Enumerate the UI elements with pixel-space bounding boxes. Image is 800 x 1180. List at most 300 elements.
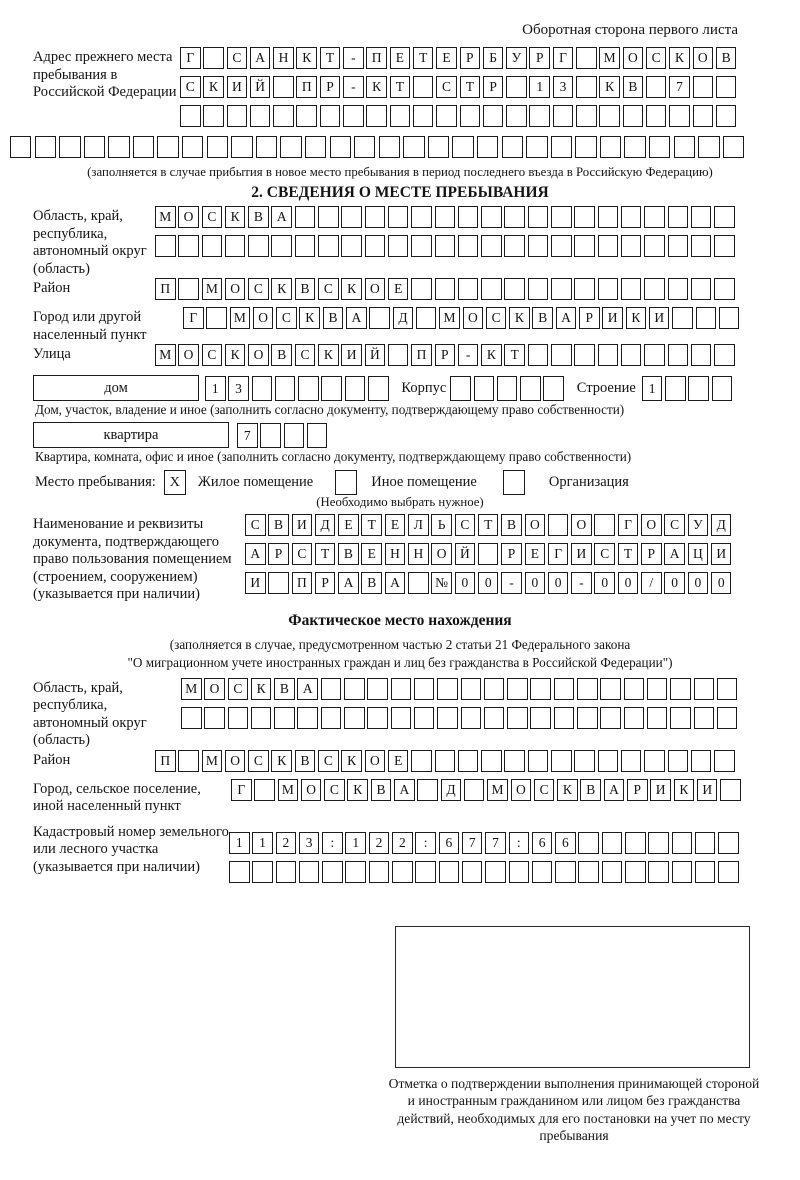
char-cell[interactable]: К <box>225 344 246 366</box>
char-cell[interactable] <box>366 105 387 127</box>
char-cell[interactable]: О <box>641 514 662 536</box>
char-cell[interactable] <box>178 235 199 257</box>
char-cell[interactable]: К <box>341 750 362 772</box>
char-cell[interactable] <box>574 344 595 366</box>
char-cell[interactable] <box>411 278 432 300</box>
char-cell[interactable] <box>528 278 549 300</box>
char-cell[interactable]: А <box>338 572 359 594</box>
char-cell[interactable] <box>415 861 436 883</box>
char-cell[interactable]: О <box>623 47 644 69</box>
char-cell[interactable]: 0 <box>525 572 546 594</box>
char-cell[interactable] <box>481 750 502 772</box>
char-cell[interactable]: : <box>415 832 436 854</box>
char-cell[interactable]: В <box>361 572 382 594</box>
char-cell[interactable] <box>577 678 598 700</box>
char-cell[interactable]: К <box>626 307 647 329</box>
char-cell[interactable]: К <box>251 678 272 700</box>
char-cell[interactable]: Ь <box>431 514 452 536</box>
char-cell[interactable] <box>341 235 362 257</box>
char-cell[interactable] <box>321 707 342 729</box>
char-cell[interactable] <box>624 136 645 158</box>
char-cell[interactable] <box>555 861 576 883</box>
char-cell[interactable] <box>647 678 668 700</box>
char-cell[interactable] <box>553 105 574 127</box>
char-cell[interactable] <box>268 572 289 594</box>
char-cell[interactable] <box>252 861 273 883</box>
char-cell[interactable]: С <box>318 278 339 300</box>
char-cell[interactable] <box>696 307 717 329</box>
char-cell[interactable]: К <box>674 779 695 801</box>
char-cell[interactable] <box>10 136 31 158</box>
char-cell[interactable] <box>341 206 362 228</box>
char-cell[interactable] <box>250 105 271 127</box>
char-cell[interactable] <box>318 206 339 228</box>
char-cell[interactable] <box>271 235 292 257</box>
char-cell[interactable]: В <box>623 76 644 98</box>
char-cell[interactable] <box>369 861 390 883</box>
char-cell[interactable] <box>574 206 595 228</box>
char-cell[interactable] <box>716 105 737 127</box>
char-cell[interactable]: Т <box>504 344 525 366</box>
char-cell[interactable]: П <box>411 344 432 366</box>
char-cell[interactable] <box>644 750 665 772</box>
char-cell[interactable]: С <box>227 47 248 69</box>
char-cell[interactable]: Д <box>441 779 462 801</box>
char-cell[interactable] <box>599 105 620 127</box>
char-cell[interactable]: О <box>431 543 452 565</box>
char-cell[interactable]: М <box>439 307 460 329</box>
char-cell[interactable] <box>504 206 525 228</box>
char-cell[interactable] <box>408 572 429 594</box>
char-cell[interactable] <box>368 376 389 401</box>
char-cell[interactable] <box>551 235 572 257</box>
char-cell[interactable] <box>714 278 735 300</box>
char-cell[interactable]: М <box>487 779 508 801</box>
char-cell[interactable]: У <box>506 47 527 69</box>
char-cell[interactable] <box>717 678 738 700</box>
char-cell[interactable]: 1 <box>642 376 663 401</box>
char-cell[interactable] <box>714 235 735 257</box>
char-cell[interactable] <box>388 235 409 257</box>
char-cell[interactable]: Т <box>390 76 411 98</box>
char-cell[interactable] <box>720 779 741 801</box>
char-cell[interactable] <box>428 136 449 158</box>
char-cell[interactable]: М <box>155 206 176 228</box>
char-cell[interactable] <box>414 678 435 700</box>
char-cell[interactable] <box>251 707 272 729</box>
char-cell[interactable]: С <box>646 47 667 69</box>
char-cell[interactable] <box>625 861 646 883</box>
char-cell[interactable]: Р <box>435 344 456 366</box>
char-cell[interactable] <box>624 678 645 700</box>
char-cell[interactable] <box>719 307 740 329</box>
char-cell[interactable]: 7 <box>237 423 258 448</box>
char-cell[interactable]: А <box>297 678 318 700</box>
char-cell[interactable]: Е <box>361 543 382 565</box>
char-cell[interactable] <box>295 235 316 257</box>
char-cell[interactable] <box>526 136 547 158</box>
checkbox-inoe[interactable] <box>335 470 357 495</box>
char-cell[interactable] <box>574 278 595 300</box>
char-cell[interactable]: 6 <box>532 832 553 854</box>
char-cell[interactable]: Т <box>320 47 341 69</box>
char-cell[interactable]: А <box>271 206 292 228</box>
char-cell[interactable]: 2 <box>369 832 390 854</box>
char-cell[interactable] <box>435 235 456 257</box>
char-cell[interactable]: А <box>385 572 406 594</box>
char-cell[interactable]: А <box>245 543 266 565</box>
char-cell[interactable] <box>502 136 523 158</box>
char-cell[interactable]: Д <box>711 514 732 536</box>
char-cell[interactable] <box>182 136 203 158</box>
char-cell[interactable] <box>693 76 714 98</box>
char-cell[interactable] <box>225 235 246 257</box>
char-cell[interactable] <box>602 832 623 854</box>
char-cell[interactable]: Г <box>180 47 201 69</box>
char-cell[interactable] <box>59 136 80 158</box>
char-cell[interactable]: С <box>486 307 507 329</box>
char-cell[interactable] <box>478 543 499 565</box>
char-cell[interactable] <box>693 105 714 127</box>
char-cell[interactable] <box>481 235 502 257</box>
char-cell[interactable]: С <box>180 76 201 98</box>
char-cell[interactable] <box>392 861 413 883</box>
char-cell[interactable]: С <box>228 678 249 700</box>
char-cell[interactable] <box>504 235 525 257</box>
char-cell[interactable]: Е <box>338 514 359 536</box>
char-cell[interactable]: 7 <box>485 832 506 854</box>
char-cell[interactable]: М <box>181 678 202 700</box>
char-cell[interactable]: М <box>202 750 223 772</box>
char-cell[interactable] <box>668 750 689 772</box>
char-cell[interactable] <box>252 376 273 401</box>
char-cell[interactable]: С <box>295 344 316 366</box>
char-cell[interactable] <box>598 235 619 257</box>
char-cell[interactable] <box>204 707 225 729</box>
char-cell[interactable]: О <box>365 278 386 300</box>
char-cell[interactable] <box>321 376 342 401</box>
char-cell[interactable]: Е <box>525 543 546 565</box>
char-cell[interactable] <box>298 376 319 401</box>
char-cell[interactable] <box>155 235 176 257</box>
char-cell[interactable] <box>602 861 623 883</box>
char-cell[interactable] <box>691 278 712 300</box>
char-cell[interactable] <box>207 136 228 158</box>
char-cell[interactable]: К <box>669 47 690 69</box>
char-cell[interactable]: Л <box>408 514 429 536</box>
char-cell[interactable] <box>367 678 388 700</box>
char-cell[interactable] <box>318 235 339 257</box>
char-cell[interactable] <box>554 678 575 700</box>
char-cell[interactable] <box>435 206 456 228</box>
char-cell[interactable] <box>436 105 457 127</box>
char-cell[interactable]: К <box>557 779 578 801</box>
char-cell[interactable]: И <box>245 572 266 594</box>
char-cell[interactable] <box>644 235 665 257</box>
char-cell[interactable] <box>506 105 527 127</box>
checkbox-org[interactable] <box>503 470 525 495</box>
char-cell[interactable]: № <box>431 572 452 594</box>
char-cell[interactable] <box>714 750 735 772</box>
char-cell[interactable]: О <box>301 779 322 801</box>
char-cell[interactable] <box>504 750 525 772</box>
char-cell[interactable] <box>718 832 739 854</box>
char-cell[interactable]: О <box>463 307 484 329</box>
char-cell[interactable]: М <box>230 307 251 329</box>
char-cell[interactable] <box>691 206 712 228</box>
char-cell[interactable]: В <box>532 307 553 329</box>
char-cell[interactable]: Р <box>315 572 336 594</box>
char-cell[interactable] <box>691 750 712 772</box>
char-cell[interactable] <box>180 105 201 127</box>
char-cell[interactable]: В <box>295 278 316 300</box>
char-cell[interactable] <box>474 376 495 401</box>
char-cell[interactable]: Г <box>548 543 569 565</box>
char-cell[interactable] <box>464 779 485 801</box>
char-cell[interactable]: В <box>338 543 359 565</box>
char-cell[interactable] <box>509 861 530 883</box>
char-cell[interactable]: Т <box>478 514 499 536</box>
char-cell[interactable] <box>452 136 473 158</box>
char-cell[interactable]: 1 <box>529 76 550 98</box>
char-cell[interactable] <box>574 235 595 257</box>
char-cell[interactable]: О <box>225 750 246 772</box>
char-cell[interactable] <box>481 278 502 300</box>
char-cell[interactable] <box>551 750 572 772</box>
char-cell[interactable]: - <box>501 572 522 594</box>
char-cell[interactable] <box>497 376 518 401</box>
char-cell[interactable] <box>202 235 223 257</box>
char-cell[interactable] <box>248 235 269 257</box>
char-cell[interactable] <box>530 707 551 729</box>
char-cell[interactable] <box>274 707 295 729</box>
char-cell[interactable] <box>344 678 365 700</box>
char-cell[interactable]: 0 <box>618 572 639 594</box>
char-cell[interactable]: И <box>711 543 732 565</box>
char-cell[interactable] <box>548 514 569 536</box>
char-cell[interactable]: К <box>347 779 368 801</box>
char-cell[interactable] <box>646 76 667 98</box>
char-cell[interactable] <box>413 105 434 127</box>
char-cell[interactable]: К <box>366 76 387 98</box>
char-cell[interactable] <box>437 678 458 700</box>
char-cell[interactable] <box>273 76 294 98</box>
char-cell[interactable] <box>481 206 502 228</box>
char-cell[interactable] <box>413 76 434 98</box>
char-cell[interactable]: К <box>299 307 320 329</box>
char-cell[interactable]: Е <box>436 47 457 69</box>
char-cell[interactable] <box>35 136 56 158</box>
char-cell[interactable] <box>672 307 693 329</box>
char-cell[interactable] <box>296 105 317 127</box>
char-cell[interactable] <box>390 105 411 127</box>
char-cell[interactable] <box>260 423 281 448</box>
char-cell[interactable] <box>345 861 366 883</box>
char-cell[interactable] <box>507 678 528 700</box>
char-cell[interactable]: А <box>556 307 577 329</box>
char-cell[interactable] <box>462 861 483 883</box>
char-cell[interactable] <box>672 861 693 883</box>
char-cell[interactable] <box>718 861 739 883</box>
char-cell[interactable]: М <box>202 278 223 300</box>
char-cell[interactable] <box>625 832 646 854</box>
char-cell[interactable]: О <box>365 750 386 772</box>
char-cell[interactable] <box>450 376 471 401</box>
char-cell[interactable] <box>532 861 553 883</box>
char-cell[interactable] <box>648 832 669 854</box>
char-cell[interactable] <box>276 861 297 883</box>
char-cell[interactable] <box>691 344 712 366</box>
char-cell[interactable] <box>507 707 528 729</box>
char-cell[interactable] <box>275 376 296 401</box>
char-cell[interactable] <box>284 423 305 448</box>
char-cell[interactable] <box>178 750 199 772</box>
char-cell[interactable] <box>649 136 670 158</box>
char-cell[interactable] <box>477 136 498 158</box>
char-cell[interactable] <box>203 47 224 69</box>
char-cell[interactable] <box>227 105 248 127</box>
char-cell[interactable] <box>297 707 318 729</box>
char-cell[interactable] <box>414 707 435 729</box>
char-cell[interactable]: Ц <box>688 543 709 565</box>
char-cell[interactable] <box>228 707 249 729</box>
char-cell[interactable]: М <box>278 779 299 801</box>
char-cell[interactable]: 2 <box>276 832 297 854</box>
char-cell[interactable] <box>391 707 412 729</box>
char-cell[interactable] <box>670 678 691 700</box>
char-cell[interactable] <box>273 105 294 127</box>
char-cell[interactable]: С <box>324 779 345 801</box>
char-cell[interactable]: : <box>509 832 530 854</box>
char-cell[interactable] <box>668 206 689 228</box>
char-cell[interactable] <box>551 344 572 366</box>
char-cell[interactable]: Й <box>455 543 476 565</box>
char-cell[interactable]: С <box>292 543 313 565</box>
char-cell[interactable] <box>543 376 564 401</box>
char-cell[interactable] <box>646 105 667 127</box>
char-cell[interactable]: 0 <box>548 572 569 594</box>
char-cell[interactable] <box>206 307 227 329</box>
char-cell[interactable] <box>367 707 388 729</box>
char-cell[interactable] <box>577 707 598 729</box>
char-cell[interactable]: С <box>248 750 269 772</box>
char-cell[interactable]: В <box>271 344 292 366</box>
char-cell[interactable] <box>578 861 599 883</box>
char-cell[interactable]: К <box>271 278 292 300</box>
char-cell[interactable]: К <box>296 47 317 69</box>
char-cell[interactable] <box>461 707 482 729</box>
char-cell[interactable] <box>551 136 572 158</box>
char-cell[interactable]: О <box>525 514 546 536</box>
char-cell[interactable] <box>576 47 597 69</box>
char-cell[interactable] <box>305 136 326 158</box>
char-cell[interactable]: И <box>227 76 248 98</box>
char-cell[interactable] <box>575 136 596 158</box>
char-cell[interactable] <box>668 235 689 257</box>
char-cell[interactable]: И <box>602 307 623 329</box>
char-cell[interactable] <box>483 105 504 127</box>
char-cell[interactable]: О <box>204 678 225 700</box>
char-cell[interactable]: К <box>509 307 530 329</box>
char-cell[interactable]: Н <box>408 543 429 565</box>
char-cell[interactable]: Р <box>641 543 662 565</box>
char-cell[interactable]: 1 <box>252 832 273 854</box>
char-cell[interactable] <box>416 307 437 329</box>
char-cell[interactable] <box>714 206 735 228</box>
char-cell[interactable]: К <box>271 750 292 772</box>
char-cell[interactable] <box>506 76 527 98</box>
char-cell[interactable] <box>229 861 250 883</box>
char-cell[interactable]: С <box>245 514 266 536</box>
char-cell[interactable]: П <box>155 750 176 772</box>
char-cell[interactable] <box>369 307 390 329</box>
char-cell[interactable]: С <box>594 543 615 565</box>
char-cell[interactable] <box>695 832 716 854</box>
char-cell[interactable] <box>435 750 456 772</box>
char-cell[interactable] <box>343 105 364 127</box>
char-cell[interactable] <box>576 76 597 98</box>
char-cell[interactable] <box>417 779 438 801</box>
char-cell[interactable]: 6 <box>555 832 576 854</box>
char-cell[interactable] <box>621 235 642 257</box>
char-cell[interactable]: С <box>202 344 223 366</box>
char-cell[interactable] <box>322 861 343 883</box>
char-cell[interactable] <box>108 136 129 158</box>
char-cell[interactable]: П <box>155 278 176 300</box>
char-cell[interactable]: Р <box>529 47 550 69</box>
char-cell[interactable] <box>181 707 202 729</box>
char-cell[interactable]: Р <box>483 76 504 98</box>
char-cell[interactable] <box>365 206 386 228</box>
char-cell[interactable] <box>644 278 665 300</box>
char-cell[interactable] <box>307 423 328 448</box>
char-cell[interactable]: С <box>276 307 297 329</box>
char-cell[interactable]: Г <box>618 514 639 536</box>
char-cell[interactable]: В <box>716 47 737 69</box>
char-cell[interactable] <box>672 832 693 854</box>
char-cell[interactable] <box>411 235 432 257</box>
char-cell[interactable] <box>344 707 365 729</box>
char-cell[interactable]: О <box>248 344 269 366</box>
char-cell[interactable] <box>576 105 597 127</box>
char-cell[interactable] <box>388 206 409 228</box>
char-cell[interactable] <box>623 105 644 127</box>
char-cell[interactable] <box>674 136 695 158</box>
char-cell[interactable] <box>528 750 549 772</box>
char-cell[interactable] <box>84 136 105 158</box>
char-cell[interactable]: 7 <box>669 76 690 98</box>
char-cell[interactable] <box>528 206 549 228</box>
char-cell[interactable]: В <box>295 750 316 772</box>
char-cell[interactable] <box>528 344 549 366</box>
char-cell[interactable] <box>578 832 599 854</box>
char-cell[interactable] <box>698 136 719 158</box>
char-cell[interactable]: К <box>341 278 362 300</box>
char-cell[interactable]: С <box>436 76 457 98</box>
char-cell[interactable]: К <box>225 206 246 228</box>
char-cell[interactable] <box>256 136 277 158</box>
char-cell[interactable]: К <box>318 344 339 366</box>
char-cell[interactable]: Д <box>393 307 414 329</box>
kvartira-field-label-box[interactable]: квартира <box>33 422 229 448</box>
char-cell[interactable] <box>437 707 458 729</box>
char-cell[interactable]: Т <box>315 543 336 565</box>
char-cell[interactable]: Р <box>268 543 289 565</box>
char-cell[interactable]: И <box>697 779 718 801</box>
char-cell[interactable]: : <box>322 832 343 854</box>
char-cell[interactable] <box>624 707 645 729</box>
char-cell[interactable]: С <box>664 514 685 536</box>
